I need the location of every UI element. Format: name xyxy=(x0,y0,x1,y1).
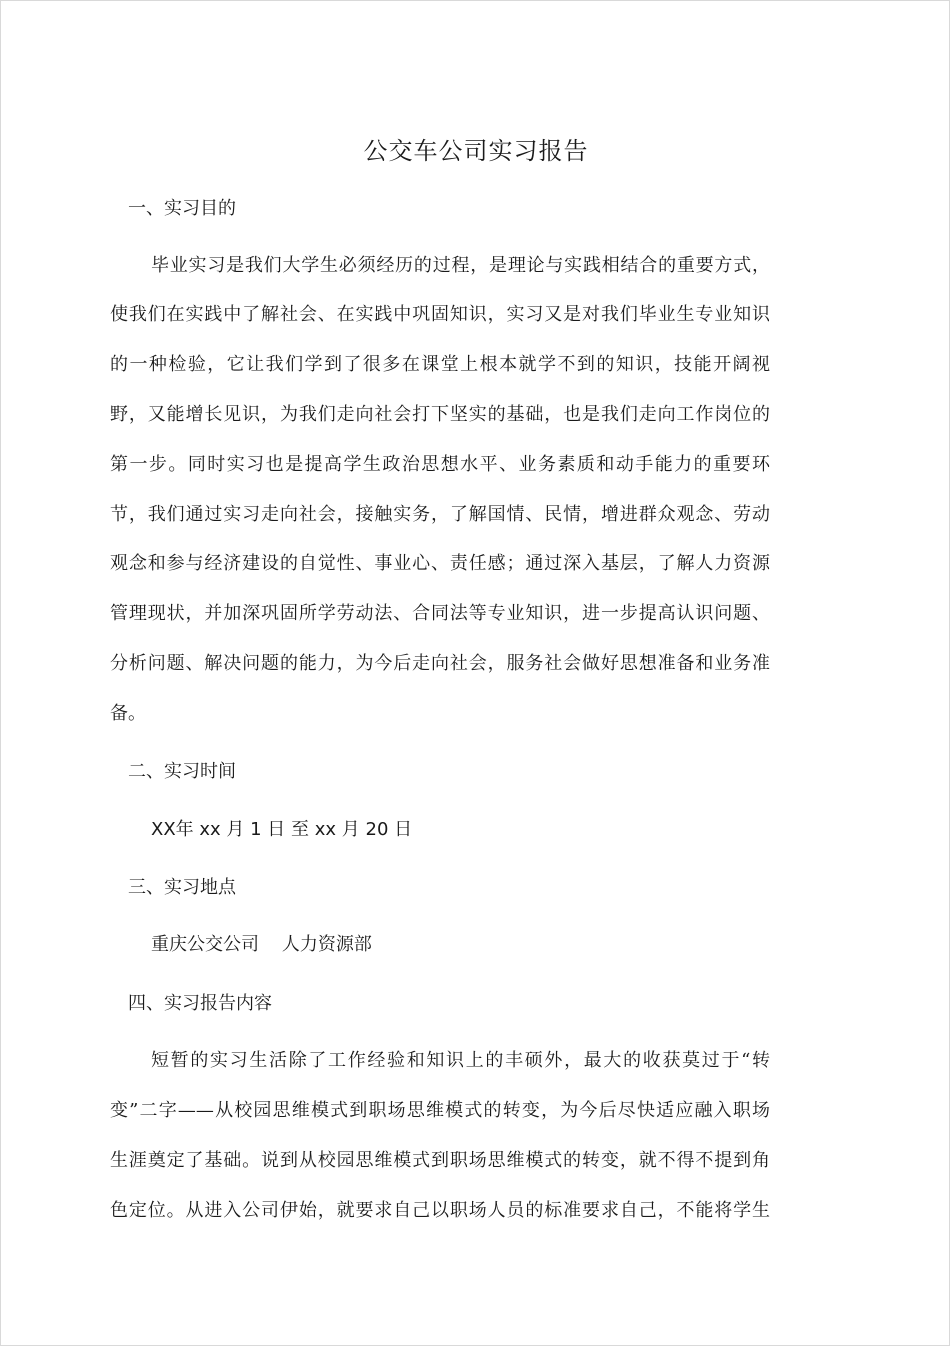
section-heading-time: 二、实习时间 xyxy=(128,761,236,782)
paragraph-line: 节，我们通过实习走向社会，接触实务，了解国情、民情，增进群众观念、劳动 xyxy=(110,504,770,525)
internship-period: XX年 xx 月 1 日 至 xx 月 20 日 xyxy=(151,819,413,840)
paragraph-line: 毕业实习是我们大学生必须经历的过程，是理论与实践相结合的重要方式， xyxy=(151,255,770,276)
section-heading-location: 三、实习地点 xyxy=(128,877,236,898)
paragraph-line: 短暂的实习生活除了工作经验和知识上的丰硕外，最大的收获莫过于“转 xyxy=(151,1050,770,1071)
section-heading-content: 四、实习报告内容 xyxy=(128,993,272,1014)
paragraph-line: 管理现状，并加深巩固所学劳动法、合同法等专业知识，进一步提高认识问题、 xyxy=(110,603,770,624)
internship-location: 重庆公交公司 人力资源部 xyxy=(151,934,372,955)
document-title: 公交车公司实习报告 xyxy=(363,137,589,165)
paragraph-line: 观念和参与经济建设的自觉性、事业心、责任感；通过深入基层，了解人力资源 xyxy=(110,553,770,574)
section-heading-purpose: 一、实习目的 xyxy=(128,198,236,219)
paragraph-line: 备。 xyxy=(110,703,146,724)
paragraph-line: 色定位。从进入公司伊始，就要求自己以职场人员的标准要求自己，不能将学生 xyxy=(110,1200,770,1221)
paragraph-line: 生涯奠定了基础。说到从校园思维模式到职场思维模式的转变，就不得不提到角 xyxy=(110,1150,770,1171)
paragraph-line: 分析问题、解决问题的能力，为今后走向社会，服务社会做好思想准备和业务准 xyxy=(110,653,770,674)
paragraph-line: 第一步。同时实习也是提高学生政治思想水平、业务素质和动手能力的重要环 xyxy=(110,454,770,475)
paragraph-line: 变”二字——从校园思维模式到职场思维模式的转变，为今后尽快适应融入职场 xyxy=(110,1100,770,1121)
paragraph-line: 的一种检验，它让我们学到了很多在课堂上根本就学不到的知识，技能开阔视 xyxy=(110,354,770,375)
paragraph-line: 使我们在实践中了解社会、在实践中巩固知识，实习又是对我们毕业生专业知识 xyxy=(110,304,770,325)
paragraph-line: 野，又能增长见识，为我们走向社会打下坚实的基础，也是我们走向工作岗位的 xyxy=(110,404,770,425)
